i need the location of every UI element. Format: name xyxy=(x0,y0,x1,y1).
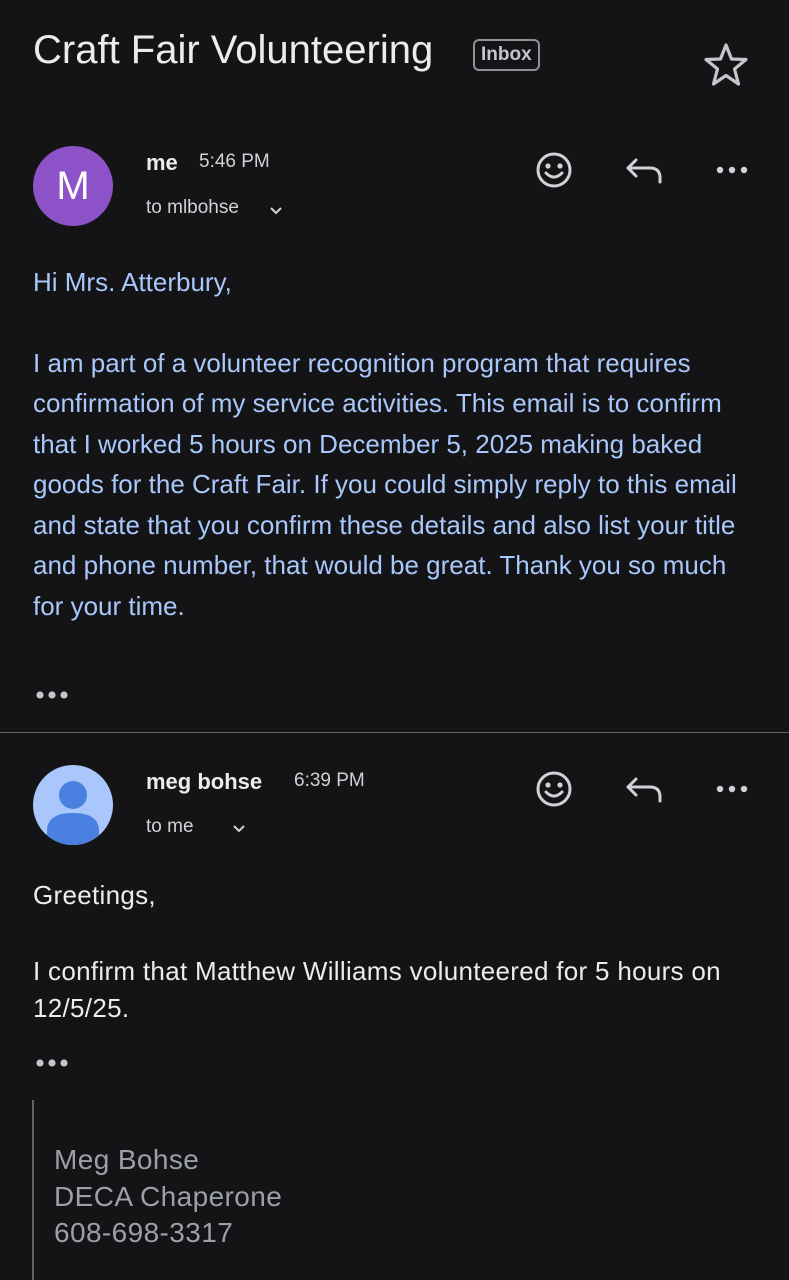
more-icon[interactable] xyxy=(712,769,752,809)
body-paragraph: I confirm that Matthew Williams volunteered for 5 hours on 12/5/25. xyxy=(33,956,721,1023)
chevron-down-icon[interactable] xyxy=(231,823,247,835)
body-paragraph: I am part of a volunteer recognition program that requires confirmation of my service activities. This email is to confirm that I worked 5 hours on December 5, 2025 making baked goods for the Craft Fair. If you could simply reply to this email and state that you confirm these details and also list your title and phone number, that would be great. Thank you so much for your time. xyxy=(33,347,737,621)
trimmed-content-dots-icon[interactable] xyxy=(35,690,71,700)
emoji-icon[interactable] xyxy=(534,769,574,809)
sender-name: meg bohse xyxy=(146,769,263,794)
emoji-icon[interactable] xyxy=(534,150,574,190)
reply-icon[interactable] xyxy=(624,769,664,809)
message-time: 6:39 PM xyxy=(294,770,365,791)
message-body xyxy=(33,262,763,626)
recipient-line[interactable]: to mlbohse xyxy=(146,197,239,218)
avatar[interactable] xyxy=(33,765,113,845)
body-paragraph: Hi Mrs. Atterbury, xyxy=(33,267,232,297)
email-header xyxy=(33,28,789,88)
star-icon[interactable] xyxy=(701,40,751,90)
sender-name: me xyxy=(146,150,178,175)
avatar[interactable]: M xyxy=(33,146,113,226)
inbox-label-badge[interactable]: Inbox xyxy=(473,39,540,71)
trimmed-content-dots-icon[interactable] xyxy=(35,1058,71,1068)
message-divider xyxy=(0,732,789,733)
reply-icon[interactable] xyxy=(624,150,664,190)
message-body xyxy=(33,877,753,1027)
chevron-down-icon[interactable] xyxy=(268,205,284,217)
message-time: 5:46 PM xyxy=(199,151,270,172)
body-paragraph: Greetings, xyxy=(33,880,156,910)
email-subject: Craft Fair Volunteering xyxy=(33,28,434,72)
signature-name: Meg Bohse xyxy=(54,1144,200,1175)
signature-title: DECA Chaperone xyxy=(54,1180,283,1212)
person-icon xyxy=(33,765,113,845)
message-header[interactable] xyxy=(0,146,789,246)
signature-phone[interactable]: 608-698-3317 xyxy=(54,1217,234,1248)
message-header[interactable] xyxy=(0,765,789,865)
more-icon[interactable] xyxy=(712,150,752,190)
recipient-line[interactable]: to me xyxy=(146,816,194,837)
email-signature xyxy=(32,1100,282,1280)
